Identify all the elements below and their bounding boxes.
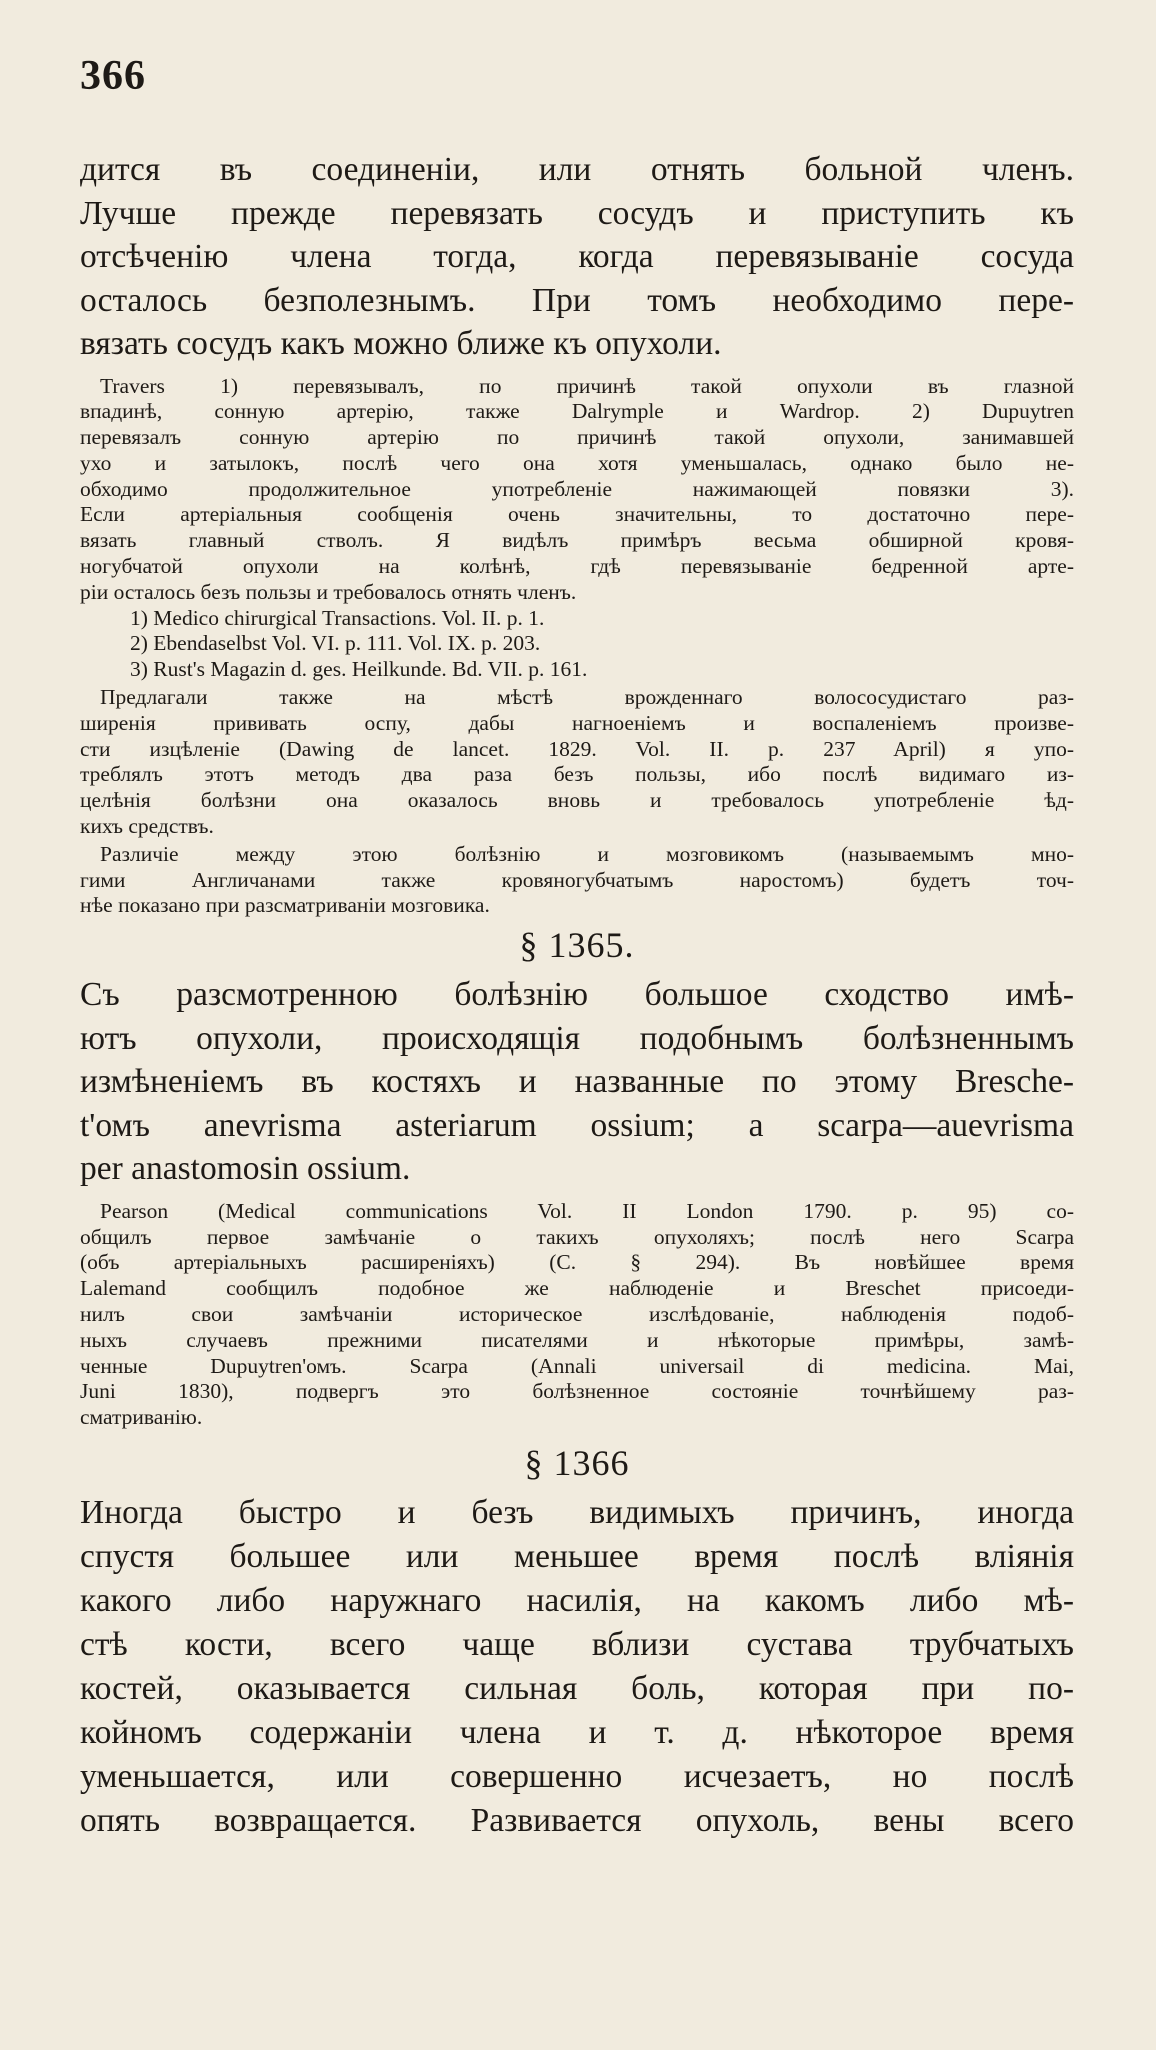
note-line: перевязалъ сонную артерію по причинѣ такой опухоли, занимавшей	[80, 425, 1074, 450]
intro-paragraph	[80, 148, 1074, 366]
note-line: кихъ средствъ.	[80, 814, 214, 839]
text-line: вязать сосудъ какъ можно ближе къ опухоли.	[80, 325, 722, 362]
note-line: ныхъ случаевъ прежними писателями и нѣкоторые примѣры, замѣ-	[80, 1327, 1074, 1352]
note-line: ченные Dupuytren'омъ. Scarpa (Annali universail di medicina. Mai,	[80, 1353, 1074, 1378]
text-line: измѣненіемъ въ костяхъ и названные по этому Bresche-	[80, 1063, 1074, 1101]
reference-item: 1) Medico chirurgical Transactions. Vol. II. p. 1.	[130, 605, 545, 630]
text-line: какого либо наружнаго насилія, на какомъ либо мѣ-	[80, 1581, 1074, 1619]
text-line: осталось безполезнымъ. При томъ необходимо пере-	[80, 281, 1074, 319]
reference-item: 3) Rust's Magazin d. ges. Heilkunde. Bd. VII. p. 161.	[130, 657, 588, 682]
note-vaccine	[80, 685, 1074, 840]
text-line: Лучше прежде перевязать сосудъ и приступить къ	[80, 194, 1074, 232]
section-heading-1366: § 1366	[524, 1442, 630, 1483]
note-line: нилъ свои замѣчаніи историческое изслѣдованіе, наблюденія подоб-	[80, 1301, 1074, 1326]
text-line: койномъ содержаніи члена и т. д. нѣкоторое время	[80, 1713, 1074, 1751]
note-line: Pearson (Medical communications Vol. II London 1790. p. 95) со-	[100, 1198, 1074, 1223]
text-line: ютъ опухоли, происходящія подобнымъ болѣзненнымъ	[80, 1019, 1074, 1057]
text-line: стѣ кости, всего чаще вблизи сустава трубчатыхъ	[80, 1625, 1074, 1663]
note-line: сти изцѣленіе (Dawing de lancet. 1829. Vol. II. p. 237 April) я упо-	[80, 736, 1074, 761]
text-line: уменьшается, или совершенно исчезаетъ, но послѣ	[80, 1757, 1074, 1795]
text-line: дится въ соединеніи, или отнять больной членъ.	[80, 151, 1074, 188]
note-difference	[80, 842, 1074, 919]
note-line: Juni 1830), подвергъ это болѣзненное состояніе точнѣйшему раз-	[80, 1379, 1074, 1404]
text-line: per anastomosin ossium.	[80, 1150, 411, 1188]
text-line: t'омъ anevrisma asteriarum ossium; а scarpa—auevrisma	[80, 1106, 1074, 1144]
note-line: треблялъ этотъ методъ два раза безъ пользы, ибо послѣ видимаго из-	[80, 762, 1074, 787]
note-line: ногубчатой опухоли на колѣнѣ, гдѣ перевязываніе бедренной арте-	[80, 554, 1074, 579]
note-line: обходимо продолжительное употребленіе нажимающей повязки 3).	[80, 476, 1074, 501]
note-travers	[80, 374, 1074, 606]
note-line: Lalemand сообщилъ подобное же наблюденіе и Breschet присоеди-	[80, 1276, 1074, 1301]
note-line: Различіе между этою болѣзнію и мозговикомъ (называемымъ мно-	[100, 841, 1074, 866]
text-line: опять возвращается. Развивается опухоль, вены всего	[80, 1801, 1074, 1839]
section-heading-1365: § 1365.	[519, 925, 635, 966]
note-pearson	[80, 1199, 1074, 1431]
page-number: 366	[80, 53, 146, 99]
note-line: ухо и затылокъ, послѣ чего она хотя уменьшалась, однако было не-	[80, 450, 1074, 475]
text-line: костей, оказывается сильная боль, которая при по-	[80, 1669, 1074, 1707]
text-line: Иногда быстро и безъ видимыхъ причинъ, иногда	[80, 1493, 1074, 1531]
note-line: сматриванію.	[80, 1405, 203, 1430]
note-line: вязать главный стволъ. Я видѣлъ примѣръ весьма обширной кровя-	[80, 528, 1074, 553]
note-line: ширенія прививать оспу, дабы нагноеніемъ и воспаленіемъ произве-	[80, 710, 1074, 735]
note-line: нѣе показано при разсматриваніи мозговика.	[80, 893, 490, 918]
text-line: спустя большее или меньшее время послѣ вліянія	[80, 1537, 1074, 1575]
note-line: Travers 1) перевязывалъ, по причинѣ такой опухоли въ глазной	[100, 373, 1074, 398]
note-line: Если артеріальныя сообщенія очень значительны, то достаточно пере-	[80, 502, 1074, 527]
note-line: (объ артеріальныхъ расширеніяхъ) (С. § 294). Въ новѣйшее время	[80, 1250, 1074, 1275]
references-list	[80, 606, 1074, 683]
text-line: отсѣченію члена тогда, когда перевязываніе сосуда	[80, 238, 1074, 275]
section-1366-paragraph	[80, 1491, 1074, 1843]
section-1365-paragraph	[80, 973, 1074, 1191]
reference-item: 2) Ebendaselbst Vol. VI. p. 111. Vol. IX. p. 203.	[130, 631, 541, 656]
text-line: Съ разсмотренною болѣзнію большое сходство имѣ-	[80, 976, 1074, 1014]
note-line: общилъ первое замѣчаніе о такихъ опухоляхъ; послѣ него Scarpa	[80, 1224, 1074, 1249]
note-line: Предлагали также на мѣстѣ врожденнаго волососудистаго раз-	[100, 685, 1074, 710]
note-line: целѣнія болѣзни она оказалось вновь и требовалось употребленіе ѣд-	[80, 788, 1074, 813]
note-line: ріи осталось безъ пользы и требовалось отнять членъ.	[80, 579, 577, 604]
note-line: гими Англичанами также кровяногубчатымъ наростомъ) будетъ точ-	[80, 867, 1074, 892]
note-line: впадинѣ, сонную артерію, также Dalrymple и Wardrop. 2) Dupuytren	[80, 399, 1074, 424]
